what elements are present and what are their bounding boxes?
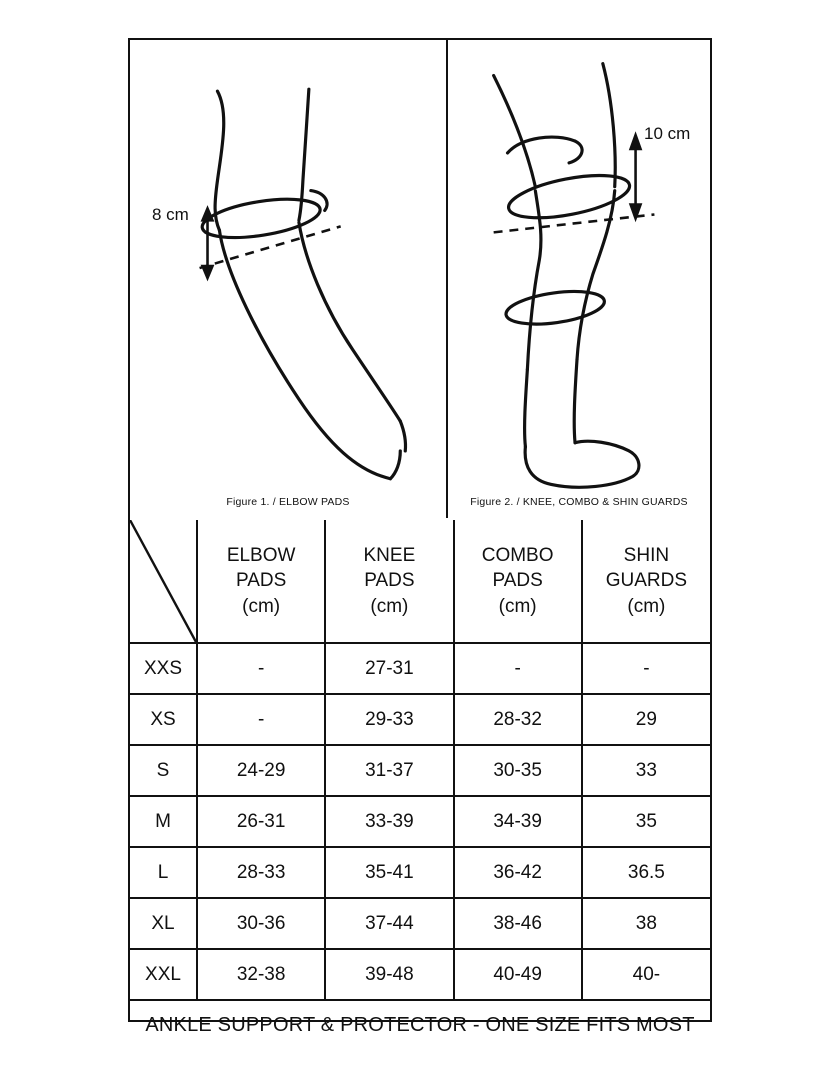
row-size-label: S (130, 745, 197, 796)
elbow-dimension-arrow (203, 208, 213, 278)
cell-shin: 29 (582, 694, 710, 745)
knee-dashed-line (494, 214, 655, 232)
row-size-label: XS (130, 694, 197, 745)
cell-combo: 38-46 (454, 898, 582, 949)
cell-elbow: 30-36 (197, 898, 325, 949)
cell-shin: 33 (582, 745, 710, 796)
cell-combo: 30-35 (454, 745, 582, 796)
column-header-line1: COMBO (481, 544, 554, 566)
column-header-line2: PADS (235, 570, 287, 592)
cell-elbow: 24-29 (197, 745, 325, 796)
column-header-line1: ELBOW (226, 544, 296, 566)
cell-knee: 35-41 (325, 847, 453, 898)
cell-knee: 33-39 (325, 796, 453, 847)
cell-shin: 36.5 (582, 847, 710, 898)
row-size-label: XXS (130, 643, 197, 694)
row-size-label: XXL (130, 949, 197, 1000)
figure-elbow-pads (130, 40, 448, 518)
column-header-shin-guards (582, 520, 710, 643)
figures-row (130, 40, 710, 518)
knee-dimension-arrow (631, 135, 641, 218)
table-header-row (130, 520, 710, 643)
column-header-line2: PADS (364, 570, 415, 592)
row-size-label: L (130, 847, 197, 898)
figure-elbow-caption: Figure 1. / ELBOW PADS (226, 496, 350, 508)
table-row (130, 949, 710, 1000)
table-footer-row (130, 1000, 710, 1049)
row-size-label: M (130, 796, 197, 847)
cell-shin: 38 (582, 898, 710, 949)
cell-shin: - (582, 643, 710, 694)
cell-elbow: 32-38 (197, 949, 325, 1000)
cell-combo: - (454, 643, 582, 694)
column-header-knee-pads (325, 520, 453, 643)
table-row (130, 847, 710, 898)
column-header-line2: GUARDS (605, 570, 688, 592)
size-chart-sheet (128, 38, 712, 1036)
cell-knee: 37-44 (325, 898, 453, 949)
cell-combo: 40-49 (454, 949, 582, 1000)
column-header-line3: (cm) (498, 595, 537, 617)
figure-knee-combo-shin (448, 40, 710, 518)
column-header-line1: SHIN (623, 544, 670, 566)
table-row (130, 745, 710, 796)
cell-knee: 39-48 (325, 949, 453, 1000)
table-footer-note: ANKLE SUPPORT & PROTECTOR - ONE SIZE FITS MOST (130, 1000, 710, 1049)
diagonal-divider-icon (130, 520, 196, 642)
cell-elbow: - (197, 694, 325, 745)
size-table-wrap (130, 520, 710, 1036)
cell-knee: 31-37 (325, 745, 453, 796)
column-header-elbow-pads (197, 520, 325, 643)
column-header-line3: (cm) (242, 595, 281, 617)
cell-knee: 27-31 (325, 643, 453, 694)
table-corner-cell (130, 520, 197, 643)
cell-elbow: - (197, 643, 325, 694)
column-header-line3: (cm) (370, 595, 409, 617)
table-row (130, 694, 710, 745)
size-table (130, 520, 710, 1049)
cell-elbow: 26-31 (197, 796, 325, 847)
cell-combo: 36-42 (454, 847, 582, 898)
cell-combo: 34-39 (454, 796, 582, 847)
knee-illustration (448, 40, 710, 518)
column-header-line1: KNEE (363, 544, 416, 566)
knee-dimension-label: 10 cm (644, 124, 691, 143)
cell-shin: 35 (582, 796, 710, 847)
figure-knee-caption: Figure 2. / KNEE, COMBO & SHIN GUARDS (470, 496, 688, 508)
cell-knee: 29-33 (325, 694, 453, 745)
cell-shin: 40- (582, 949, 710, 1000)
elbow-illustration (130, 40, 446, 518)
column-header-combo-pads (454, 520, 582, 643)
table-row (130, 643, 710, 694)
elbow-dimension-label: 8 cm (152, 205, 189, 224)
cell-elbow: 28-33 (197, 847, 325, 898)
row-size-label: XL (130, 898, 197, 949)
cell-combo: 28-32 (454, 694, 582, 745)
column-header-line3: (cm) (627, 595, 666, 617)
table-row (130, 796, 710, 847)
table-row (130, 898, 710, 949)
column-header-line2: PADS (492, 570, 543, 592)
